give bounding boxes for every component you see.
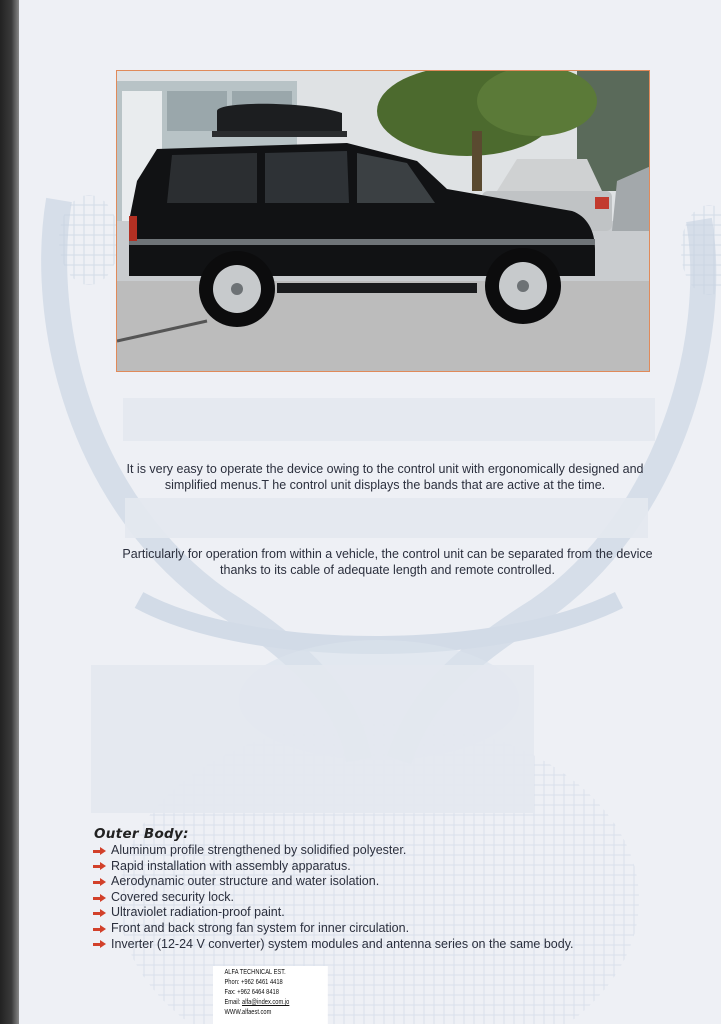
list-item: Ultraviolet radiation-proof paint. [93,905,574,921]
page-spine [0,0,19,1024]
email-line: Email: alfa@index.com.jo [224,999,290,1006]
masked-image-block [91,665,534,813]
list-item: Aluminum profile strengthened by solidified polyester. [93,843,574,859]
list-item: Rapid installation with assembly apparatus. [93,859,574,875]
list-item: Aerodynamic outer structure and water isolation. [93,874,574,890]
email-link[interactable]: alfa@index.com.jo [242,999,290,1006]
phone-number: Phon: +962 6461 4418 [224,979,283,986]
list-item: Inverter (12-24 V converter) system modules and antenna series on the same body. [93,937,574,953]
arrow-bullet-icon [93,878,106,886]
arrow-bullet-icon [93,940,106,948]
paragraph-vehicle-operation: Particularly for operation from within a vehicle, the control unit can be separated from the device thanks to its cable of adequate length and remote controlled. [122,547,653,577]
paragraph-control-unit: It is very easy to operate the device owing to the control unit with ergonomically designed and simplified menus.T he control unit displays the bands that are active at the time. [126,462,644,492]
vehicle-photo [116,70,650,372]
company-name: ALFA TECHNICAL EST. [224,969,286,976]
arrow-bullet-icon [93,925,106,933]
contact-info-block [213,966,328,1024]
website-link[interactable]: WWW.alfaest.com [224,1009,272,1016]
arrow-bullet-icon [93,894,106,902]
black-suv-illustration [117,71,650,372]
arrow-bullet-icon [93,909,106,917]
fax-number: Fax: +962 6464 8418 [224,989,279,996]
masked-heading-block [123,398,655,441]
outer-body-feature-list [93,843,574,952]
outer-body-heading: Outer Body: [94,826,189,842]
arrow-bullet-icon [93,862,106,870]
masked-heading-block-2 [125,498,648,538]
arrow-bullet-icon [93,847,106,855]
list-item: Front and back strong fan system for inner circulation. [93,921,574,937]
list-item: Covered security lock. [93,890,574,906]
